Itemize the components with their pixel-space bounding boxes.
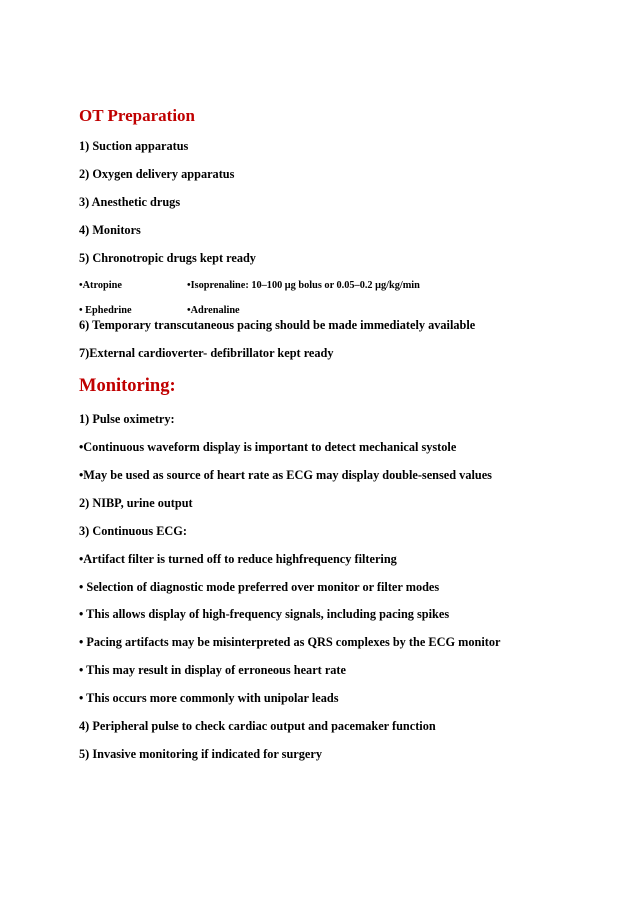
ot-item-5: 5) Chronotropic drugs kept ready [79,251,256,265]
monitoring-line: 1) Pulse oximetry: [79,412,175,426]
ot-item-6: 6) Temporary transcutaneous pacing should be made immediately available [79,318,476,332]
monitoring-line: •Continuous waveform display is important to detect mechanical systole [79,440,457,454]
monitoring-line: •Artifact filter is turned off to reduce highfrequency filtering [79,552,397,566]
ot-preparation-heading: OT Preparation [79,106,196,125]
monitoring-line: • This may result in display of erroneous heart rate [79,663,346,677]
drug-atropine: •Atropine [79,280,122,291]
drug-isoprenaline: •Isoprenaline: 10–100 μg bolus or 0.05–0.2 μg/kg/min [187,280,420,291]
drug-adrenaline: •Adrenaline [187,305,240,316]
monitoring-line: • This allows display of high-frequency signals, including pacing spikes [79,607,450,621]
monitoring-line: 4) Peripheral pulse to check cardiac output and pacemaker function [79,719,436,733]
monitoring-line: • Selection of diagnostic mode preferred over monitor or filter modes [79,580,440,594]
monitoring-line: • Pacing artifacts may be misinterpreted as QRS complexes by the ECG monitor [79,635,501,649]
ot-item-4: 4) Monitors [79,223,141,237]
ot-item-2: 2) Oxygen delivery apparatus [79,167,235,181]
ot-item-7: 7)External cardioverter- defibrillator kept ready [79,346,334,360]
ot-item-1: 1) Suction apparatus [79,139,189,153]
monitoring-line: • This occurs more commonly with unipolar leads [79,691,339,705]
monitoring-line: •May be used as source of heart rate as ECG may display double-sensed values [79,468,492,482]
ot-item-3: 3) Anesthetic drugs [79,195,181,209]
monitoring-heading: Monitoring: [79,376,176,396]
monitoring-line: 5) Invasive monitoring if indicated for surgery [79,747,322,761]
drug-ephedrine: • Ephedrine [79,305,132,316]
monitoring-line: 3) Continuous ECG: [79,524,187,538]
monitoring-line: 2) NIBP, urine output [79,496,193,510]
